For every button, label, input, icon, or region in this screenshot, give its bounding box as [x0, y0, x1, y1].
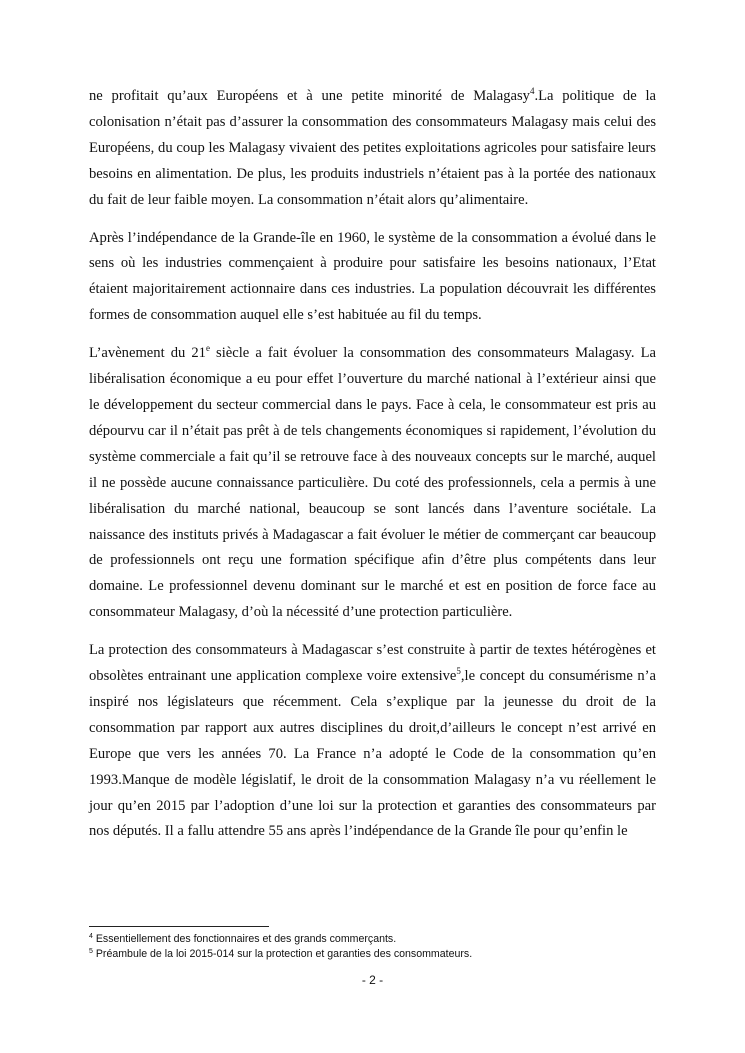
- paragraph-3-text-b: siècle a fait évoluer la consommation des consommateurs Malagasy. La libéralisation économique a eu pour effet l’ouverture du marché national à l’extérieur ainsi que le développement du secteur commercial dans le pays. Face à cela, le consommateur est pris au dépourvu car il n’était pas prêt à de tels changements économiques si rapidement, l’évolution du système commerciale a fait qu’il se retrouve face à des nouveaux concepts sur le marché, auquel il ne possède aucune connaissance particulière. Du coté des professionnels, cela a permis à une libéralisation du marché national, beaucoup se sont lancés dans l’aventure sociétale. La naissance des instituts privés à Madagascar a fait évoluer le métier de commerçant car beaucoup de professionnels ont reçu une formation spécifique afin d’être plus compétents dans leur domaine. Le professionnel devenu dominant sur le marché et est en position de force face au consommateur Malagasy, d’où la nécessité d’une protection particulière.: [89, 345, 656, 621]
- page-number: - 2 -: [361, 973, 384, 987]
- footnote-4-number: 4: [89, 933, 93, 940]
- paragraph-3-text-a: L’avènement du 21: [89, 345, 206, 362]
- body-text: [89, 84, 656, 857]
- paragraph-4-text-a: La protection des consommateurs à Madagascar s’est construite à partir de textes hétérogènes et obsolètes entrainant une application complexe voire extensive: [89, 642, 656, 685]
- footnote-5-text: Préambule de la loi 2015-014 sur la protection et garanties des consommateurs.: [92, 948, 473, 960]
- paragraph-4: [89, 638, 656, 845]
- paragraph-1: [89, 84, 656, 214]
- footnote-ref-4[interactable]: 4: [529, 86, 535, 96]
- footnote-4: [89, 932, 689, 947]
- ordinal-superscript: e: [205, 343, 210, 354]
- footnote-5: [89, 947, 689, 962]
- footnotes: [89, 932, 689, 962]
- paragraph-4-text-b: ,le concept du consumérisme n’a inspiré nos législateurs que récemment. Cela s’explique par la jeunesse du droit de la consommation par rapport aux autres disciplines du droit,d’ailleurs le concept n’est arrivé en Europe que vers les années 70. La France n’a adopté le Code de la consommation qu’en 1993.Manque de modèle législatif, le droit de la consommation Malagasy n’a vu réellement le jour qu’en 2015 par l’adoption d’une loi sur la protection et garanties des consommateurs par nos députés. Il a fallu attendre 55 ans après l’indépendance de la Grande île pour qu’enfin le: [89, 668, 656, 840]
- footnote-separator: [89, 926, 269, 927]
- paragraph-1-text-b: .La politique de la colonisation n’était pas d’assurer la consommation des consommateurs Malagasy mais celui des Européens, du coup les Malagasy vivaient des petites exploitations agricoles pour satisfaire leurs besoins en alimentation. De plus, les produits industriels n’étaient pas à la portée des nationaux du fait de leur faible moyen. La consommation n’était alors qu’alimentaire.: [89, 88, 656, 208]
- paragraph-2: Après l’indépendance de la Grande-île en 1960, le système de la consommation a évolué dans le sens où les industries commençaient à produire pour satisfaire les besoins nationaux, l’Etat étaient majoritairement actionnaire dans ces industries. La population découvrait les différentes formes de consommation auquel elle s’est habituée au fil du temps.: [89, 229, 656, 324]
- footnote-ref-5[interactable]: 5: [456, 666, 461, 677]
- paragraph-1-text-a: ne profitait qu’aux Européens et à une petite minorité de Malagasy: [89, 88, 530, 104]
- footnote-4-text: Essentiellement des fonctionnaires et des grands commerçants.: [92, 933, 397, 945]
- footnote-5-number: 5: [89, 948, 93, 955]
- paragraph-3: [89, 341, 656, 626]
